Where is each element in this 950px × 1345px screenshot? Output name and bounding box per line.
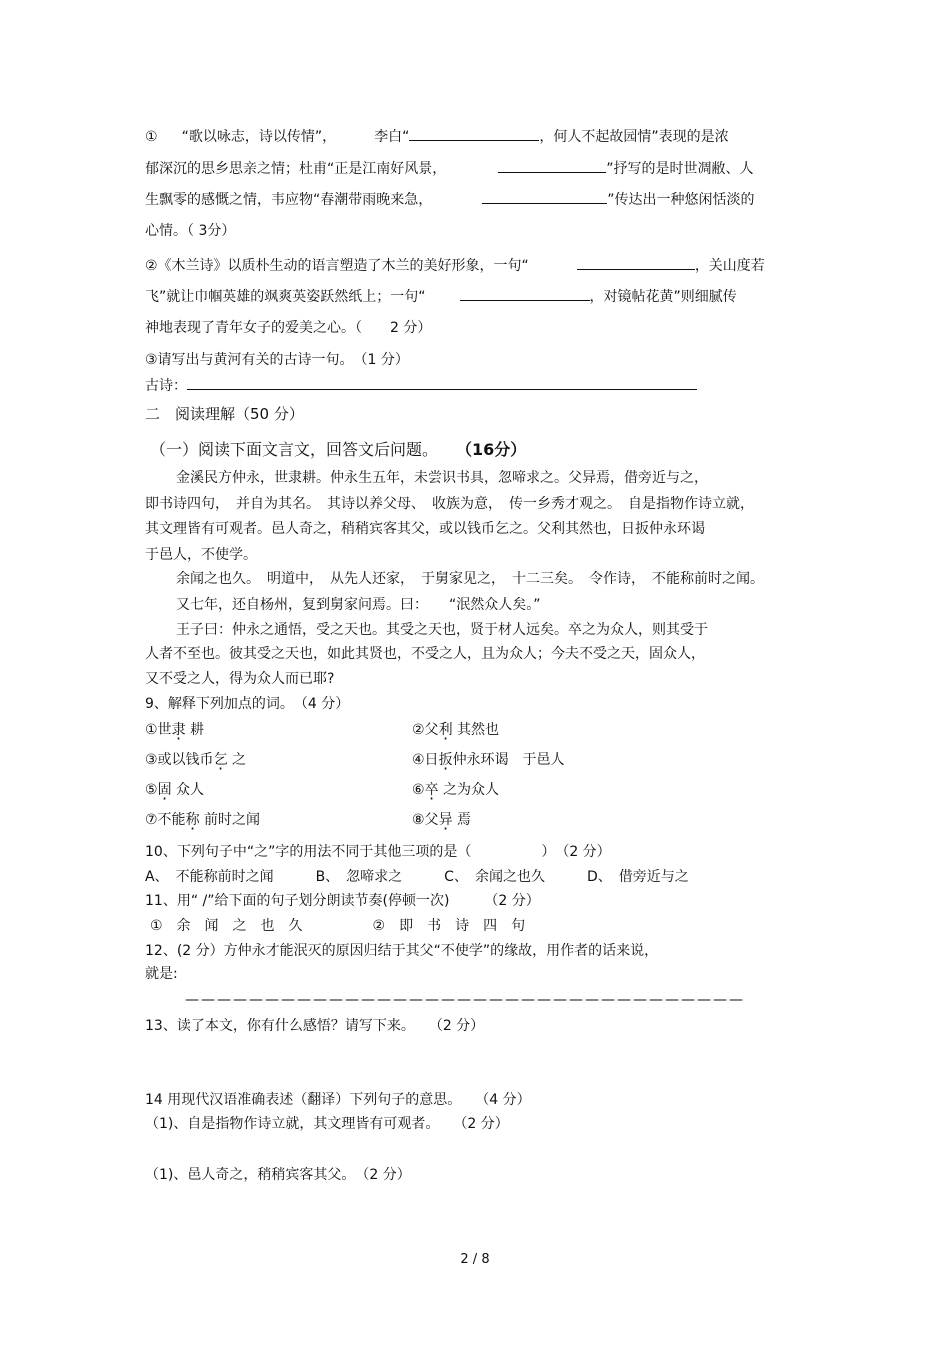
question-10-title: 10、下列句子中“之”字的用法不同于其他三项的是（ ） （2 分） <box>145 844 611 860</box>
fill-line-5: ②《木兰诗》以质朴生动的语言塑造了木兰的美好形象，一句“ ，关山度若 <box>145 255 765 276</box>
q9-item: ⑤固 众人 <box>145 782 205 798</box>
dotted-char: 利 <box>438 722 453 738</box>
question-11-items: ① 余 闻 之 也 久 ② 即 书 诗 四 句 <box>150 918 526 934</box>
answer-blank[interactable] <box>187 375 697 390</box>
q9-item: ③或以钱币乞 之 <box>145 752 247 768</box>
passage-line: 其文理皆有可观者。邑人奇之，稍稍宾客其父，或以钱币乞之。父利其然也，日扳仲永环谒 <box>145 521 705 537</box>
answer-blank[interactable] <box>498 158 606 173</box>
q9-item: ⑦不能称 前时之闻 <box>145 812 261 828</box>
q9-item: ①世隶 耕 <box>145 722 205 738</box>
fill-line-8: ③请写出与黄河有关的古诗一句。 （1 分） <box>145 352 409 368</box>
question-14-title: 14 用现代汉语准确表述（翻译）下列句子的意思。 （4 分） <box>145 1092 531 1108</box>
q9-item: ⑥卒 之为众人 <box>412 782 500 798</box>
dotted-char: 隶 <box>171 722 186 738</box>
page-number: 2 / 8 <box>460 1252 490 1267</box>
passage-line: 余闻之也久。 明道中， 从先人还家， 于舅家见之， 十二三矣。 令作诗， 不能称前时之闻。 <box>176 571 764 587</box>
passage-line: 王子曰：仲永之通悟，受之天也。其受之天也，贤于材人远矣。卒之为众人，则其受于 <box>176 622 708 638</box>
q9-item: ②父利 其然也 <box>412 722 500 738</box>
answer-blank[interactable] <box>482 189 607 204</box>
fill-line-3: 生飘零的感慨之情，韦应物“春潮带雨晚来急， ”传达出一种悠闲恬淡的 <box>145 189 755 210</box>
fill-line-4: 心情。（ 3分） <box>145 223 236 239</box>
passage-line: 于邑人，不使学。 <box>145 547 257 563</box>
q9-item: ④日扳仲永环谒 于邑人 <box>412 752 565 768</box>
dotted-char: 卒 <box>424 782 439 798</box>
passage-line: 人者不至也。彼其受之天也，如此其贤也，不受之人，且为众人；今夫不受之天，固众人， <box>145 646 705 662</box>
question-10-options: A、 不能称前时之闻 B、 忽啼求之 C、 余闻之也久 D、 借旁近与之 <box>145 869 689 885</box>
section-heading: 二 阅读理解（50 分） <box>145 405 304 423</box>
question-12-line-2: 就是: <box>145 966 178 982</box>
passage-line: 又七年，还自杨州，复到舅家问焉。曰： “泯然众人矣。” <box>176 597 541 613</box>
answer-blank[interactable] <box>409 126 539 141</box>
fill-line-7: 神地表现了青年女子的爱美之心。（ 2 分） <box>145 320 432 336</box>
answer-blank[interactable] <box>577 255 695 270</box>
dotted-char: 异 <box>438 812 453 828</box>
dotted-char: 称 <box>185 812 200 828</box>
question-14-sentence-1: （1)、自是指物作诗立就，其文理皆有可观者。 （2 分） <box>145 1116 509 1132</box>
question-14-sentence-2: （1)、邑人奇之，稍稍宾客其父。 （2 分） <box>145 1167 411 1183</box>
fill-line-9: 古诗： <box>145 375 697 396</box>
passage-line: 金溪民方仲永，世隶耕。仲永生五年，未尝识书具，忽啼求之。父异焉，借旁近与之， <box>176 470 708 486</box>
question-12-line-1: 12、(2 分）方仲永才能泯灭的原因归结于其父“不使学”的缘故，用作者的话来说， <box>145 943 659 959</box>
part-heading: （一）阅读下面文言文，回答文后问题。 （16分） <box>150 440 527 459</box>
question-9-title: 9、解释下列加点的词。 （4 分） <box>145 696 350 712</box>
fill-line-2: 郁深沉的思乡思亲之情；杜甫“正是江南好风景， ”抒写的是时世凋敝、人 <box>145 158 754 179</box>
answer-blank[interactable] <box>460 286 590 301</box>
answer-dash-line[interactable]: ——————————————————————————————————— <box>185 992 745 1008</box>
question-11-title: 11、用“ /”给下面的句子划分朗读节奏(停顿一次) （2 分） <box>145 893 540 909</box>
fill-line-6: 飞”就让巾帼英雄的飒爽英姿跃然纸上；一句“ ，对镜帖花黄”则细腻传 <box>145 286 737 307</box>
passage-line: 又不受之人，得为众人而已耶? <box>145 671 335 687</box>
dotted-char: 乞 <box>213 752 228 768</box>
fill-line-1: ① “歌以咏志，诗以传情”， 李白“ ，何人不起故园情”表现的是浓 <box>145 126 729 147</box>
dotted-char: 固 <box>157 782 172 798</box>
question-13: 13、读了本文，你有什么感悟？请写下来。 （2 分） <box>145 1018 485 1034</box>
dotted-char: 扳 <box>438 752 453 768</box>
q9-item: ⑧父异 焉 <box>412 812 472 828</box>
passage-line: 即书诗四句， 并自为其名。 其诗以养父母、 收族为意， 传一乡秀才观之。 自是指物作诗立就， <box>145 496 754 512</box>
